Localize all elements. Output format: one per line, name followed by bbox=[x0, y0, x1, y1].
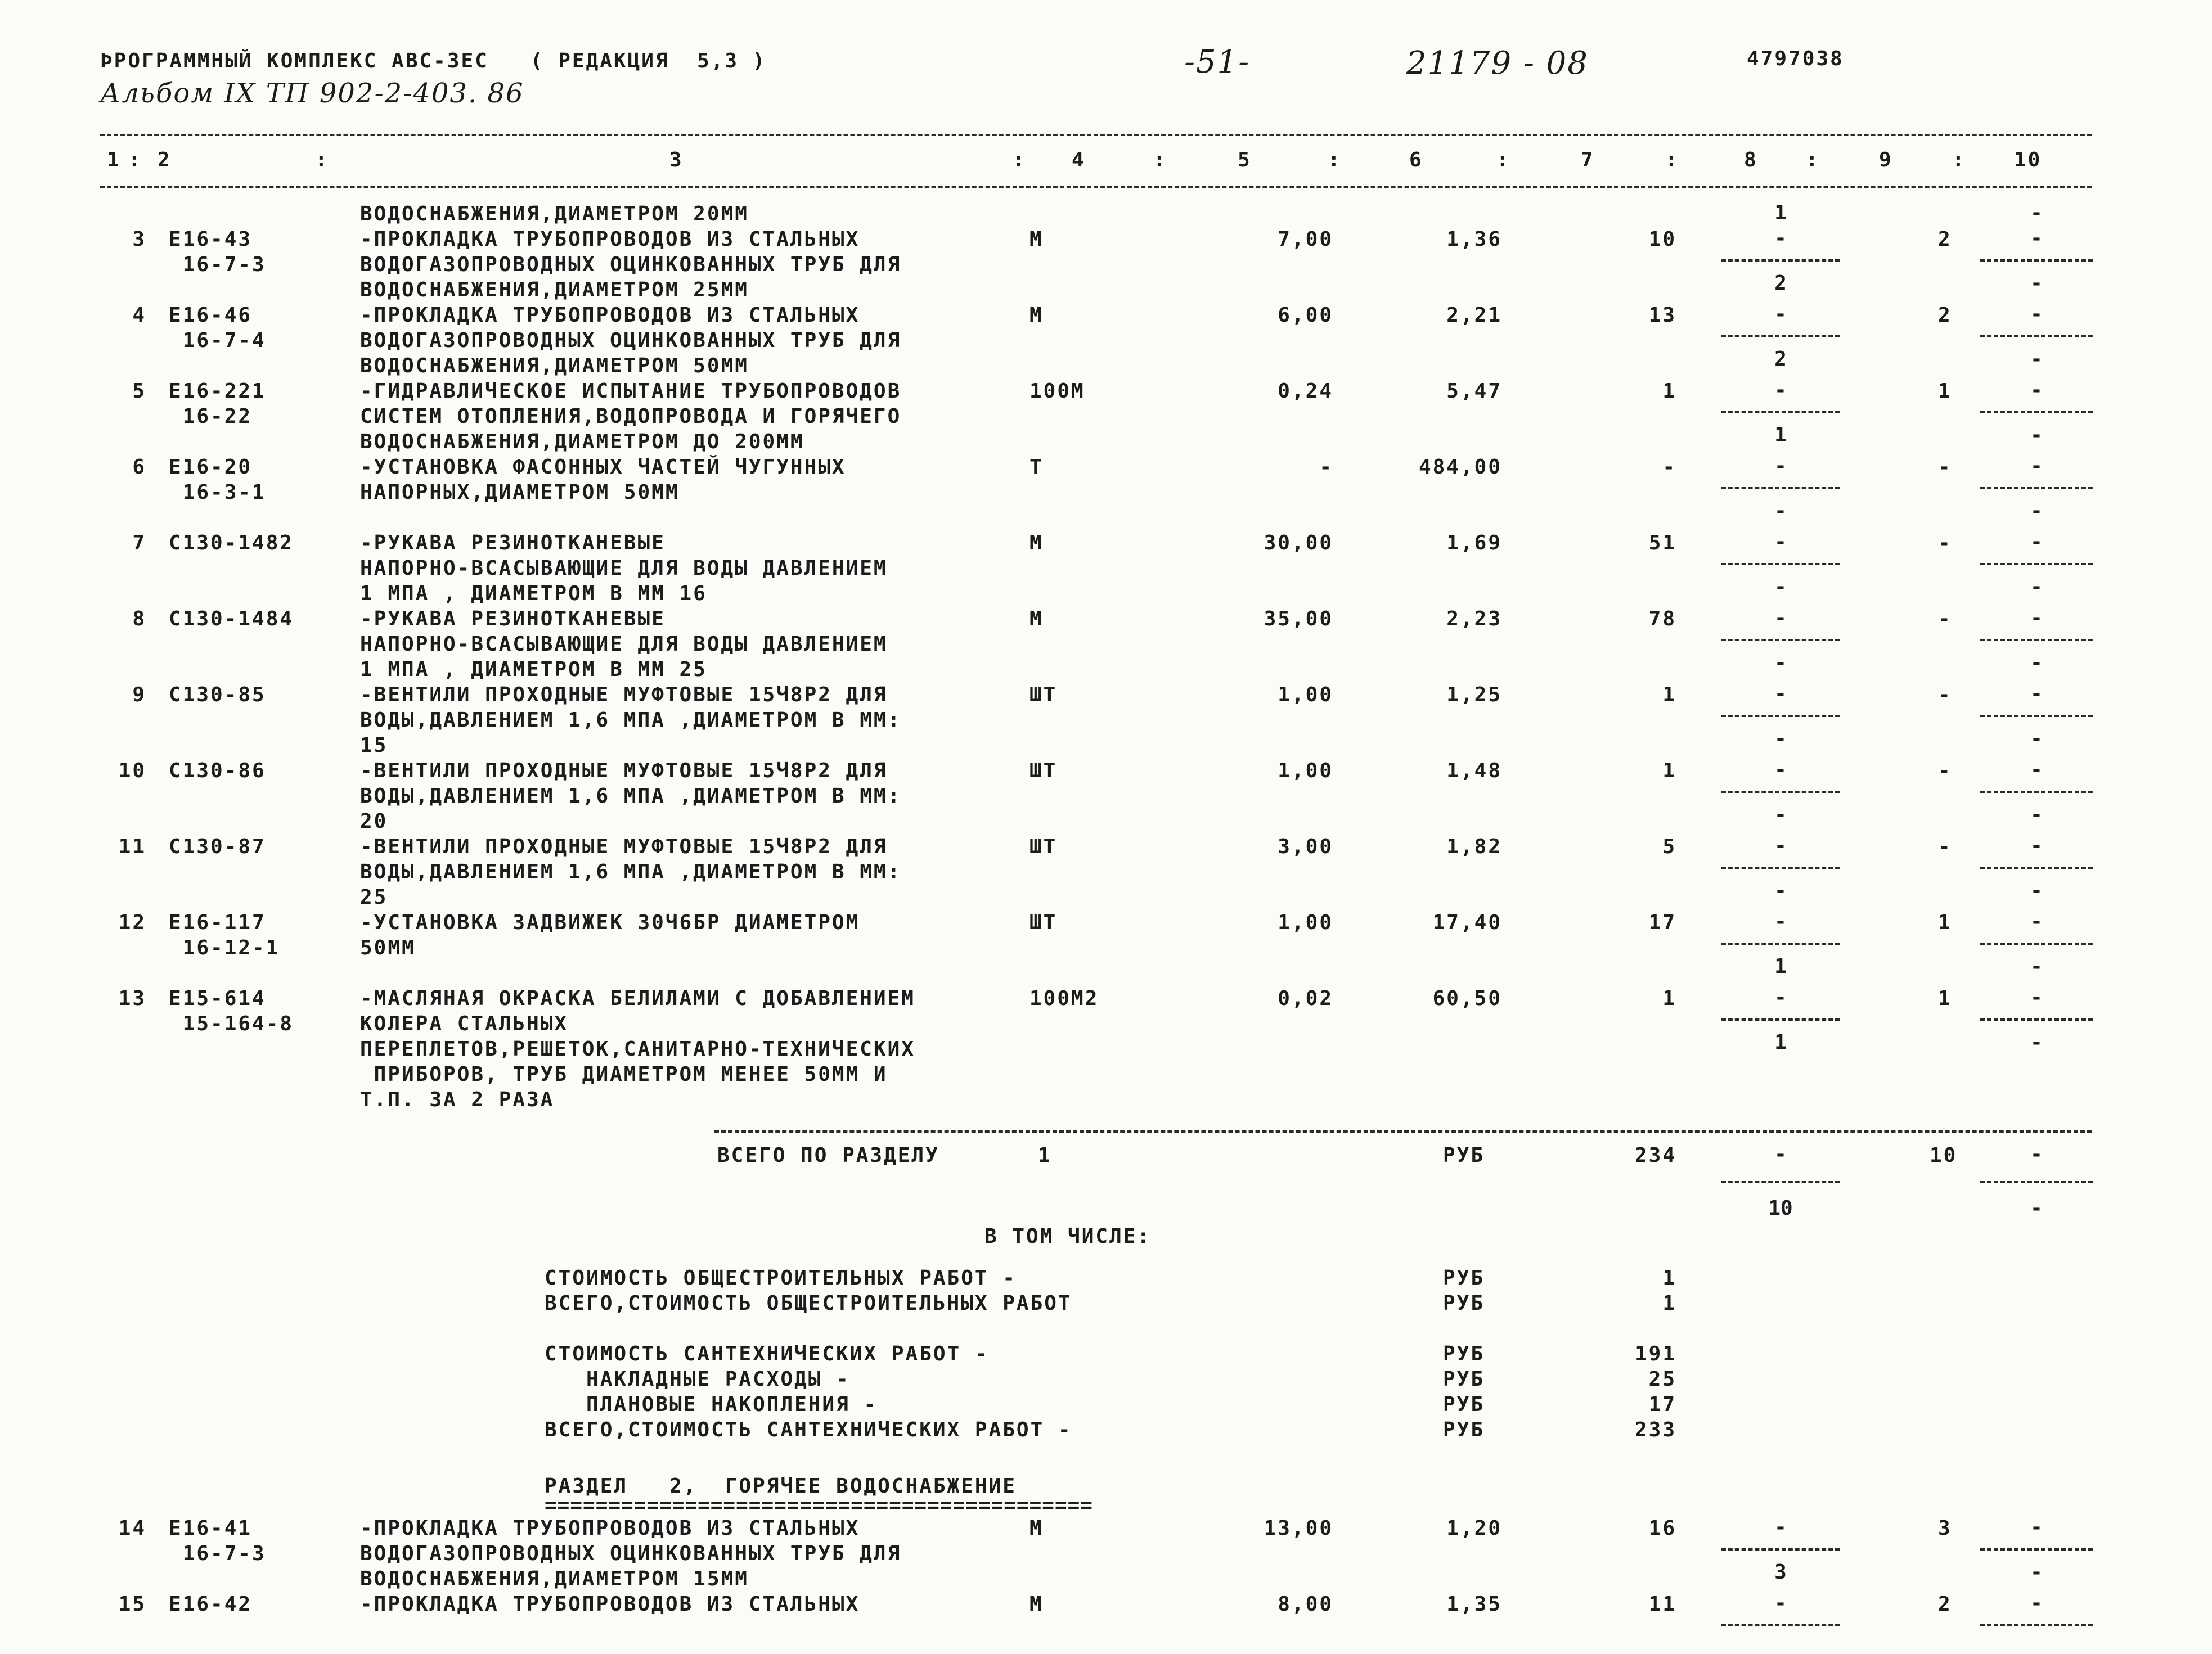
row-description: -РУКАВА РЕЗИНОТКАНЕВЫЕ bbox=[360, 531, 666, 555]
row-unit-price: 5,47 bbox=[1446, 380, 1502, 403]
summary-unit: РУБ bbox=[1443, 1267, 1485, 1290]
row-description: ВОДЫ,ДАВЛЕНИЕМ 1,6 МПА ,ДИАМЕТРОМ В ММ: bbox=[360, 860, 902, 884]
summary-label: ПЛАНОВЫЕ НАКОПЛЕНИЯ - bbox=[545, 1393, 878, 1416]
row-c8-top: - bbox=[1774, 227, 1787, 250]
row-unit: М bbox=[1029, 607, 1044, 630]
column-header-4: 4 bbox=[1072, 148, 1086, 172]
row-c10-bottom: - bbox=[2030, 201, 2043, 224]
row-description: Т.П. ЗА 2 РАЗА bbox=[360, 1088, 555, 1111]
row-unit: ШТ bbox=[1029, 911, 1058, 934]
row-code: Е16-221 bbox=[169, 380, 266, 403]
row-description: 20 bbox=[360, 810, 388, 833]
row-unit: 100М bbox=[1029, 380, 1085, 403]
row-quantity: 1,00 bbox=[1278, 911, 1333, 934]
summary-unit: РУБ bbox=[1443, 1418, 1485, 1441]
row-c10-line bbox=[1980, 639, 2093, 641]
total-c8-top: - bbox=[1774, 1143, 1787, 1166]
row-c8-line bbox=[1721, 791, 1840, 793]
row-code: 16-3-1 bbox=[169, 481, 266, 504]
row-quantity: 1,00 bbox=[1278, 759, 1333, 782]
row-c8-bottom: 3 bbox=[1774, 1561, 1787, 1584]
column-separator: : bbox=[1952, 148, 1966, 172]
row-c8-top: - bbox=[1774, 530, 1787, 553]
summary-unit: РУБ bbox=[1443, 1393, 1485, 1416]
row-unit-price: 17,40 bbox=[1432, 911, 1502, 934]
row-description: ВОДОГАЗОПРОВОДНЫХ ОЦИНКОВАННЫХ ТРУБ ДЛЯ bbox=[360, 253, 902, 276]
row-c10-line bbox=[1980, 943, 2093, 945]
row-number: 8 bbox=[132, 607, 146, 630]
row-c10-line bbox=[1980, 791, 2093, 793]
row-c9: 2 bbox=[1938, 304, 1952, 327]
row-c10-top: - bbox=[2030, 834, 2043, 857]
row-description: 1 МПА , ДИАМЕТРОМ В ММ 25 bbox=[360, 658, 707, 681]
row-description: ВОДОСНАБЖЕНИЯ,ДИАМЕТРОМ 50ММ bbox=[360, 354, 749, 377]
total-unit: РУБ bbox=[1443, 1144, 1485, 1167]
row-code: С130-1482 bbox=[169, 531, 294, 555]
header-bottom-rule bbox=[100, 186, 2092, 188]
summary-unit: РУБ bbox=[1443, 1342, 1485, 1365]
row-c9: - bbox=[1938, 531, 1952, 555]
total-section: 1 bbox=[1038, 1144, 1052, 1167]
row-code: Е16-41 bbox=[169, 1517, 253, 1540]
row-c9: - bbox=[1938, 683, 1952, 706]
row-cost: 13 bbox=[1648, 304, 1676, 327]
row-c10-line bbox=[1980, 259, 2093, 262]
row-c10-bottom: - bbox=[2030, 1031, 2043, 1054]
row-unit: 100М2 bbox=[1029, 987, 1099, 1010]
row-cost: 10 bbox=[1648, 228, 1676, 251]
row-cost: 17 bbox=[1648, 911, 1676, 934]
row-unit: ШТ bbox=[1029, 683, 1058, 706]
row-description: ПЕРЕПЛЕТОВ,РЕШЕТОК,САНИТАРНО-ТЕХНИЧЕСКИХ bbox=[360, 1038, 915, 1061]
row-code: Е16-46 bbox=[169, 304, 253, 327]
row-c9: - bbox=[1938, 456, 1952, 479]
row-c10-line bbox=[1980, 563, 2093, 565]
summary-label: ВСЕГО,СТОИМОСТЬ САНТЕХНИЧЕСКИХ РАБОТ - bbox=[545, 1418, 1072, 1441]
row-code: 16-7-3 bbox=[169, 253, 266, 276]
total-rule bbox=[714, 1130, 2092, 1133]
row-c10-top: - bbox=[2030, 986, 2043, 1009]
row-c10-bottom: - bbox=[2030, 651, 2043, 674]
row-description: НАПОРНО-ВСАСЫВАЮЩИЕ ДЛЯ ВОДЫ ДАВЛЕНИЕМ bbox=[360, 633, 888, 656]
row-code: Е15-614 bbox=[169, 987, 266, 1010]
row-description: -ВЕНТИЛИ ПРОХОДНЫЕ МУФТОВЫЕ 15Ч8Р2 ДЛЯ bbox=[360, 683, 888, 706]
row-c10-bottom: - bbox=[2030, 575, 2043, 598]
row-c10-line bbox=[1980, 867, 2093, 869]
row-unit: М bbox=[1029, 228, 1044, 251]
row-cost: 1 bbox=[1662, 759, 1676, 782]
row-unit-price: 1,35 bbox=[1446, 1593, 1502, 1616]
row-c8-top: - bbox=[1774, 378, 1787, 402]
row-code: Е16-117 bbox=[169, 911, 266, 934]
row-unit: ШТ bbox=[1029, 759, 1058, 782]
column-separator: : bbox=[1013, 148, 1027, 172]
total-cost: 234 bbox=[1634, 1144, 1676, 1167]
page-mark: -51- bbox=[1184, 44, 1251, 80]
row-c10-bottom: - bbox=[2030, 727, 2043, 750]
document-mark: 21179 - 08 bbox=[1406, 45, 1589, 82]
column-header-9: 9 bbox=[1879, 148, 1893, 172]
row-c10-top: - bbox=[2030, 227, 2043, 250]
row-c8-top: - bbox=[1774, 758, 1787, 781]
row-unit: ШТ bbox=[1029, 835, 1058, 858]
row-code: 16-7-3 bbox=[169, 1542, 266, 1565]
row-c8-top: - bbox=[1774, 682, 1787, 705]
row-code: С130-1484 bbox=[169, 607, 294, 630]
row-c9: - bbox=[1938, 759, 1952, 782]
row-c8-bottom: - bbox=[1774, 499, 1787, 522]
row-quantity: 3,00 bbox=[1278, 835, 1333, 858]
row-unit-price: 484,00 bbox=[1418, 456, 1502, 479]
row-quantity: 8,00 bbox=[1278, 1593, 1333, 1616]
row-cost: 1 bbox=[1662, 380, 1676, 403]
column-separator: : bbox=[1665, 148, 1679, 172]
row-c8-line bbox=[1721, 487, 1840, 489]
row-unit-price: 2,21 bbox=[1446, 304, 1502, 327]
row-description: ВОДОГАЗОПРОВОДНЫХ ОЦИНКОВАННЫХ ТРУБ ДЛЯ bbox=[360, 329, 902, 352]
row-c10-line bbox=[1980, 335, 2093, 337]
program-title: ÞРОГРАММНЫЙ КОМПЛЕКС АВС-ЗЕС ( РЕДАКЦИЯ 5,3 ) bbox=[100, 49, 767, 73]
row-cost: - bbox=[1662, 456, 1676, 479]
summary-value: 1 bbox=[1662, 1292, 1676, 1315]
row-c10-bottom: - bbox=[2030, 803, 2043, 826]
row-quantity: 7,00 bbox=[1278, 228, 1333, 251]
document-number: 4797038 bbox=[1747, 47, 1844, 70]
summary-value: 25 bbox=[1648, 1368, 1676, 1391]
row-quantity: 35,00 bbox=[1264, 607, 1333, 630]
section2-underline: =========================================== bbox=[545, 1494, 1093, 1517]
row-description: -ПРОКЛАДКА ТРУБОПРОВОДОВ ИЗ СТАЛЬНЫХ bbox=[360, 1517, 860, 1540]
row-description: ПРИБОРОВ, ТРУБ ДИАМЕТРОМ МЕНЕЕ 50ММ И bbox=[360, 1063, 888, 1086]
row-c8-line bbox=[1721, 411, 1840, 413]
row-description: ВОДОСНАБЖЕНИЯ,ДИАМЕТРОМ 25ММ bbox=[360, 278, 749, 301]
row-description: 25 bbox=[360, 886, 388, 909]
row-cost: 11 bbox=[1648, 1593, 1676, 1616]
row-unit-price: 1,69 bbox=[1446, 531, 1502, 555]
row-unit-price: 60,50 bbox=[1432, 987, 1502, 1010]
row-c10-line bbox=[1980, 1624, 2093, 1626]
row-description: -МАСЛЯНАЯ ОКРАСКА БЕЛИЛАМИ С ДОБАВЛЕНИЕМ bbox=[360, 987, 915, 1010]
row-c9: 1 bbox=[1938, 911, 1952, 934]
row-c8-bottom: 2 bbox=[1774, 272, 1787, 295]
row-cost: 78 bbox=[1648, 607, 1676, 630]
row-c8-top: - bbox=[1774, 1592, 1787, 1615]
summary-label: СТОИМОСТЬ САНТЕХНИЧЕСКИХ РАБОТ - bbox=[545, 1342, 989, 1365]
column-separator: : bbox=[128, 148, 142, 172]
row-c9: 2 bbox=[1938, 1593, 1952, 1616]
row-quantity: 0,24 bbox=[1278, 380, 1333, 403]
row-description: -УСТАНОВКА ЗАДВИЖЕК 30Ч6БР ДИАМЕТРОМ bbox=[360, 911, 860, 934]
row-unit-price: 1,48 bbox=[1446, 759, 1502, 782]
row-c10-line bbox=[1980, 715, 2093, 717]
row-c8-line bbox=[1721, 1548, 1840, 1551]
summary-unit: РУБ bbox=[1443, 1368, 1485, 1391]
row-code: 16-12-1 bbox=[169, 936, 280, 959]
section2-title: РАЗДЕЛ 2, ГОРЯЧЕЕ ВОДОСНАБЖЕНИЕ bbox=[545, 1475, 1017, 1498]
row-description: -РУКАВА РЕЗИНОТКАНЕВЫЕ bbox=[360, 607, 666, 630]
row-c8-line bbox=[1721, 1018, 1840, 1021]
row-unit-price: 1,20 bbox=[1446, 1517, 1502, 1540]
column-header-5: 5 bbox=[1238, 148, 1252, 172]
row-c8-line bbox=[1721, 259, 1840, 262]
row-description: НАПОРНО-ВСАСЫВАЮЩИЕ ДЛЯ ВОДЫ ДАВЛЕНИЕМ bbox=[360, 557, 888, 580]
total-c10-bottom: - bbox=[2030, 1197, 2043, 1220]
row-c10-line bbox=[1980, 1548, 2093, 1551]
header-top-rule bbox=[100, 134, 2092, 136]
row-c8-line bbox=[1721, 943, 1840, 945]
row-number: 14 bbox=[118, 1517, 146, 1540]
row-quantity: 6,00 bbox=[1278, 304, 1333, 327]
row-description: -ПРОКЛАДКА ТРУБОПРОВОДОВ ИЗ СТАЛЬНЫХ bbox=[360, 1593, 860, 1616]
summary-value: 233 bbox=[1634, 1418, 1676, 1441]
row-number: 9 bbox=[132, 683, 146, 706]
row-c8-top: - bbox=[1774, 986, 1787, 1009]
row-c9: 2 bbox=[1938, 228, 1952, 251]
column-header-8: 8 bbox=[1744, 148, 1758, 172]
row-c10-top: - bbox=[2030, 758, 2043, 781]
row-description: -ВЕНТИЛИ ПРОХОДНЫЕ МУФТОВЫЕ 15Ч8Р2 ДЛЯ bbox=[360, 835, 888, 858]
row-c10-line bbox=[1980, 1018, 2093, 1021]
row-c8-bottom: - bbox=[1774, 575, 1787, 598]
row-description: -ГИДРАВЛИЧЕСКОЕ ИСПЫТАНИЕ ТРУБОПРОВОДОВ bbox=[360, 380, 902, 403]
row-number: 10 bbox=[118, 759, 146, 782]
row-description: 15 bbox=[360, 734, 388, 757]
row-unit-price: 1,25 bbox=[1446, 683, 1502, 706]
summary-label: СТОИМОСТЬ ОБЩЕСТРОИТЕЛЬНЫХ РАБОТ - bbox=[545, 1267, 1017, 1290]
row-code: 15-164-8 bbox=[169, 1012, 294, 1035]
row-c10-line bbox=[1980, 487, 2093, 489]
row-unit: М bbox=[1029, 304, 1044, 327]
row-c8-bottom: - bbox=[1774, 803, 1787, 826]
including-label: В ТОМ ЧИСЛЕ: bbox=[984, 1225, 1152, 1248]
column-header-1: 1 bbox=[107, 148, 121, 172]
column-header-3: 3 bbox=[669, 148, 684, 172]
row-c9: - bbox=[1938, 607, 1952, 630]
row-code: 16-7-4 bbox=[169, 329, 266, 352]
row-unit-price: 1,82 bbox=[1446, 835, 1502, 858]
summary-value: 191 bbox=[1634, 1342, 1676, 1365]
row-c8-line bbox=[1721, 563, 1840, 565]
row-unit-price: 2,23 bbox=[1446, 607, 1502, 630]
row-c8-bottom: 1 bbox=[1774, 201, 1787, 224]
row-cost: 1 bbox=[1662, 987, 1676, 1010]
total-c10-line bbox=[1980, 1181, 2093, 1183]
column-header-2: 2 bbox=[158, 148, 172, 172]
row-description: ВОДОСНАБЖЕНИЯ,ДИАМЕТРОМ ДО 200ММ bbox=[360, 430, 804, 453]
row-c10-top: - bbox=[2030, 910, 2043, 933]
column-separator: : bbox=[1153, 148, 1167, 172]
row-c10-bottom: - bbox=[2030, 272, 2043, 295]
row-description: -ВЕНТИЛИ ПРОХОДНЫЕ МУФТОВЫЕ 15Ч8Р2 ДЛЯ bbox=[360, 759, 888, 782]
total-label: ВСЕГО ПО РАЗДЕЛУ bbox=[717, 1144, 939, 1167]
row-c10-bottom: - bbox=[2030, 955, 2043, 978]
row-c9: 1 bbox=[1938, 380, 1952, 403]
row-description: 1 МПА , ДИАМЕТРОМ В ММ 16 bbox=[360, 582, 707, 605]
row-c8-top: - bbox=[1774, 454, 1787, 477]
row-c8-bottom: 1 bbox=[1774, 423, 1787, 447]
row-number: 12 bbox=[118, 911, 146, 934]
row-c10-top: - bbox=[2030, 606, 2043, 629]
row-c10-bottom: - bbox=[2030, 423, 2043, 447]
row-code: С130-86 bbox=[169, 759, 266, 782]
row-code: Е16-42 bbox=[169, 1593, 253, 1616]
row-number: 11 bbox=[118, 835, 146, 858]
row-c8-bottom: 1 bbox=[1774, 1031, 1787, 1054]
row-c9: 3 bbox=[1938, 1517, 1952, 1540]
column-header-6: 6 bbox=[1409, 148, 1423, 172]
row-c10-top: - bbox=[2030, 530, 2043, 553]
row-number: 6 bbox=[132, 456, 146, 479]
row-code: 16-22 bbox=[169, 405, 253, 428]
row-c10-top: - bbox=[2030, 1516, 2043, 1539]
row-description: -УСТАНОВКА ФАСОННЫХ ЧАСТЕЙ ЧУГУННЫХ bbox=[360, 456, 846, 479]
row-code: Е16-43 bbox=[169, 228, 253, 251]
row-code: С130-85 bbox=[169, 683, 266, 706]
row-c8-bottom: - bbox=[1774, 651, 1787, 674]
row-cost: 5 bbox=[1662, 835, 1676, 858]
summary-label: ВСЕГО,СТОИМОСТЬ ОБЩЕСТРОИТЕЛЬНЫХ РАБОТ bbox=[545, 1292, 1072, 1315]
column-separator: : bbox=[1328, 148, 1342, 172]
total-c10-top: - bbox=[2030, 1143, 2043, 1166]
total-c9: 10 bbox=[1930, 1144, 1958, 1167]
row-c10-top: - bbox=[2030, 1592, 2043, 1615]
row-c10-top: - bbox=[2030, 454, 2043, 477]
row-c10-line bbox=[1980, 411, 2093, 413]
summary-unit: РУБ bbox=[1443, 1292, 1485, 1315]
row-quantity: 30,00 bbox=[1264, 531, 1333, 555]
summary-value: 1 bbox=[1662, 1267, 1676, 1290]
row-c10-top: - bbox=[2030, 303, 2043, 326]
row-c9: - bbox=[1938, 835, 1952, 858]
row-cost: 51 bbox=[1648, 531, 1676, 555]
row-description: СИСТЕМ ОТОПЛЕНИЯ,ВОДОПРОВОДА И ГОРЯЧЕГО bbox=[360, 405, 902, 428]
row-description: -ПРОКЛАДКА ТРУБОПРОВОДОВ ИЗ СТАЛЬНЫХ bbox=[360, 228, 860, 251]
row-c10-bottom: - bbox=[2030, 348, 2043, 371]
row-c8-bottom: 1 bbox=[1774, 955, 1787, 978]
row-c8-top: - bbox=[1774, 606, 1787, 629]
row-c10-bottom: - bbox=[2030, 1561, 2043, 1584]
row-c8-line bbox=[1721, 335, 1840, 337]
summary-value: 17 bbox=[1648, 1393, 1676, 1416]
row-c8-line bbox=[1721, 867, 1840, 869]
row-c8-top: - bbox=[1774, 1516, 1787, 1539]
row-c10-bottom: - bbox=[2030, 879, 2043, 902]
row-number: 15 bbox=[118, 1593, 146, 1616]
row-c8-bottom: - bbox=[1774, 879, 1787, 902]
row-unit: М bbox=[1029, 531, 1044, 555]
column-separator: : bbox=[315, 148, 329, 172]
row-c8-top: - bbox=[1774, 834, 1787, 857]
row-quantity: 13,00 bbox=[1264, 1517, 1333, 1540]
row-description: ВОДЫ,ДАВЛЕНИЕМ 1,6 МПА ,ДИАМЕТРОМ В ММ: bbox=[360, 785, 902, 808]
total-c8-bottom: 10 bbox=[1768, 1197, 1793, 1220]
row-description: ВОДОСНАБЖЕНИЯ,ДИАМЕТРОМ 20ММ bbox=[360, 202, 749, 226]
column-separator: : bbox=[1806, 148, 1820, 172]
row-c8-bottom: - bbox=[1774, 727, 1787, 750]
row-cost: 1 bbox=[1662, 683, 1676, 706]
row-number: 13 bbox=[118, 987, 146, 1010]
row-c10-top: - bbox=[2030, 378, 2043, 402]
row-quantity: 0,02 bbox=[1278, 987, 1333, 1010]
row-description: ВОДЫ,ДАВЛЕНИЕМ 1,6 МПА ,ДИАМЕТРОМ В ММ: bbox=[360, 709, 902, 732]
row-c8-top: - bbox=[1774, 303, 1787, 326]
row-description: ВОДОСНАБЖЕНИЯ,ДИАМЕТРОМ 15ММ bbox=[360, 1567, 749, 1590]
row-description: -ПРОКЛАДКА ТРУБОПРОВОДОВ ИЗ СТАЛЬНЫХ bbox=[360, 304, 860, 327]
row-quantity: - bbox=[1319, 456, 1333, 479]
row-description: 50ММ bbox=[360, 936, 416, 959]
row-unit: Т bbox=[1029, 456, 1044, 479]
row-c10-bottom: - bbox=[2030, 499, 2043, 522]
summary-label: НАКЛАДНЫЕ РАСХОДЫ - bbox=[545, 1368, 850, 1391]
row-c10-top: - bbox=[2030, 682, 2043, 705]
row-unit: М bbox=[1029, 1593, 1044, 1616]
total-c8-line bbox=[1721, 1181, 1840, 1183]
row-code: Е16-20 bbox=[169, 456, 253, 479]
row-cost: 16 bbox=[1648, 1517, 1676, 1540]
row-description: ВОДОГАЗОПРОВОДНЫХ ОЦИНКОВАННЫХ ТРУБ ДЛЯ bbox=[360, 1542, 902, 1565]
column-header-10: 10 bbox=[2014, 148, 2042, 172]
row-c8-line bbox=[1721, 1624, 1840, 1626]
row-number: 4 bbox=[132, 304, 146, 327]
row-c8-line bbox=[1721, 715, 1840, 717]
row-unit-price: 1,36 bbox=[1446, 228, 1502, 251]
album-mark: Альбом IX ТП 902-2-403. 86 bbox=[100, 78, 524, 109]
row-number: 3 bbox=[132, 228, 146, 251]
row-quantity: 1,00 bbox=[1278, 683, 1333, 706]
row-number: 7 bbox=[132, 531, 146, 555]
row-c8-line bbox=[1721, 639, 1840, 641]
row-c8-bottom: 2 bbox=[1774, 348, 1787, 371]
row-description: НАПОРНЫХ,ДИАМЕТРОМ 50ММ bbox=[360, 481, 680, 504]
column-separator: : bbox=[1496, 148, 1510, 172]
row-description: КОЛЕРА СТАЛЬНЫХ bbox=[360, 1012, 569, 1035]
row-c8-top: - bbox=[1774, 910, 1787, 933]
row-code: С130-87 bbox=[169, 835, 266, 858]
row-number: 5 bbox=[132, 380, 146, 403]
row-c9: 1 bbox=[1938, 987, 1952, 1010]
row-unit: М bbox=[1029, 1517, 1044, 1540]
column-header-7: 7 bbox=[1581, 148, 1595, 172]
